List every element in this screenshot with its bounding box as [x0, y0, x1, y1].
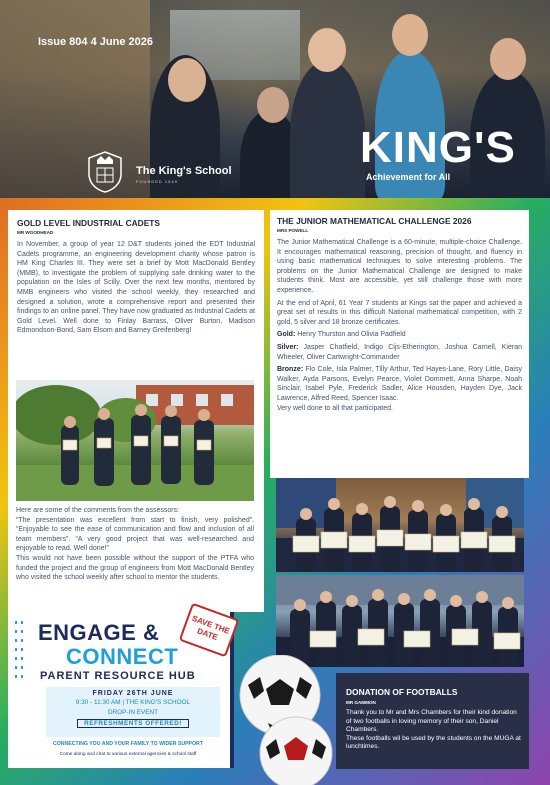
comments-intro: Here are some of the comments from the assessors:: [16, 507, 180, 514]
issue-number: Issue 804 4 June 2026: [38, 36, 153, 48]
article-body: In November, a group of year 12 D&T students joined the EDT Industrial Cadets programme, an engineering development charity whose patron is HM King Charles III. They were set a brief by Mott MacDonald Bentley (MMB), to investigate the problem of supplying safe drinking water to the population on the Isles of Scilly. Over the next few months, mentored by MMB engineers who visited the school weekly, they researched and designed a solution, wrote a comprehensive report and presented their findings to an online panel. They have now graduated as Industrial Cadets at Gold Level. Well done to Finlay Barrass, Oliver Burton, Madison Edmondson-Bond, Sam Elsom and Barney Greifenberg!: [17, 241, 255, 335]
cadets-article: [8, 210, 264, 612]
poster-hub: PARENT RESOURCE HUB: [40, 670, 196, 682]
student-head: [490, 38, 526, 80]
donation-body-2: These footballs wil be used by the students on the MUGA at lunchtimes.: [346, 734, 521, 751]
student-head: [168, 58, 206, 102]
assessor-comments: [16, 506, 254, 583]
event-date: FRIDAY 26TH JUNE: [92, 690, 174, 697]
school-crest-icon: [85, 150, 125, 194]
maths-photo-2-art: [276, 575, 524, 667]
bronze-names: Flo Cole, Isla Palmer, Tilly Arthur, Ted Hayes-Lane, Rory Little, Daisy Walker, Ayda Parsons, Evelyn Pearce, Violet Dommett, Anna Sharpe, Noah Sinclair, Isabel Pyle, Frederick Sadler, Alice Housden, Hayden Dye, Jack Lawrence, Alfred Reed, Spencer Isaac.: [277, 366, 522, 402]
silver-label: Silver:: [277, 343, 299, 351]
donation-body-1: Thank you to Mr and Mrs Chambers for their kind donation of two footballs in loving memory of their son, Daniel Chambers.: [346, 709, 517, 734]
article-author: MR WOODHEAD: [17, 230, 54, 235]
hero-banner: [0, 0, 550, 198]
refreshments-badge: REFRESHMENTS OFFERED!: [77, 719, 189, 728]
donation-article: [336, 673, 529, 769]
article-title: GOLD LEVEL INDUSTRIAL CADETS: [17, 218, 161, 228]
comments-closing: This would not have been possible without the support of the PTFA who funded the project and the group of engineers from Mott MacDonald Bentley who visited the school weekly after school to mentor the students.: [16, 554, 254, 582]
school-name: The King's School: [136, 165, 232, 177]
maths-photo-1: [276, 478, 524, 572]
poster-connecting: CONNECTING YOU AND YOUR FAMILY TO WIDER SUPPORT: [53, 741, 203, 747]
silver-winners: [277, 343, 522, 362]
event-details: [46, 687, 220, 737]
gold-names: Henry Thurston and Olivia Padfield: [297, 331, 406, 339]
cadets-photo: [16, 380, 254, 501]
maths-photo-1-art: [276, 478, 524, 572]
masthead-title: KING'S: [360, 123, 516, 172]
article-author: MR GAMMON: [346, 700, 376, 705]
poster-engage: ENGAGE &: [38, 620, 160, 645]
maths-intro: The Junior Mathematical Challenge is a 60-minute, multiple-choice Challenge. It encourages mathematical reasoning, precision of thought, and fluency in using basic mathematical techniques to solve interesting problems. The problems on the Junior Mathematical Challenge are designed to make students think. Most are accessible, yet still challenge those with more experience.: [277, 239, 522, 294]
poster-come-along: Come along and chat to various external agencies & school staff: [59, 752, 197, 757]
comments-quotes: “The presentation was excellent from start to finish, very polished”. “Enjoyable to see the ease of communication and flow and inclusion of all team members”. “A very good project that was well-researched and enjoyable to read. Well done!”: [16, 516, 254, 553]
maths-photo-2: [276, 575, 524, 667]
gold-winners: [277, 330, 522, 340]
maths-results: At the end of April, 61 Year 7 students at Kings sat the paper and achieved a great set of results in this difficult National mathematical competition, with 2 gold, 5 silver and 18 bronze certificates.: [277, 299, 522, 326]
football-icon: [238, 655, 338, 785]
student-head: [308, 28, 346, 72]
hero-wall: [0, 0, 150, 198]
article-title: THE JUNIOR MATHEMATICAL CHALLENGE 2026: [277, 216, 472, 226]
poster-connect: CONNECT: [66, 644, 179, 669]
student-head: [392, 14, 428, 56]
founded-text: FOUNDED 1549: [136, 179, 178, 184]
student-head: [257, 87, 289, 123]
engage-connect-poster: [8, 612, 234, 768]
gold-label: Gold:: [277, 331, 296, 339]
article-title: DONATION OF FOOTBALLS: [346, 687, 458, 697]
save-the-date-stamp: SAVE THE DATE: [179, 603, 240, 658]
silver-names: Jasper Chatfield, Indigo Cijs-Etherington, Joshua Carnell, Kieran Wheeler, Oliver Cartwright-Commander: [277, 343, 522, 361]
cadets-photo-art: [16, 380, 254, 501]
event-time: 9:30 - 11:30 AM | THE KING'S SCHOOL: [75, 699, 191, 706]
decorative-dots: [13, 618, 25, 678]
event-type: DROP-IN EVENT: [107, 709, 159, 716]
masthead-tagline: Achievement for All: [366, 172, 451, 182]
maths-well-done: Very well done to all that participated.: [277, 404, 393, 412]
student-figure: [290, 60, 365, 198]
bronze-winners: [277, 365, 522, 403]
maths-article: [270, 210, 529, 478]
article-author: MRS POWELL: [277, 228, 309, 233]
bronze-label: Bronze:: [277, 366, 304, 374]
